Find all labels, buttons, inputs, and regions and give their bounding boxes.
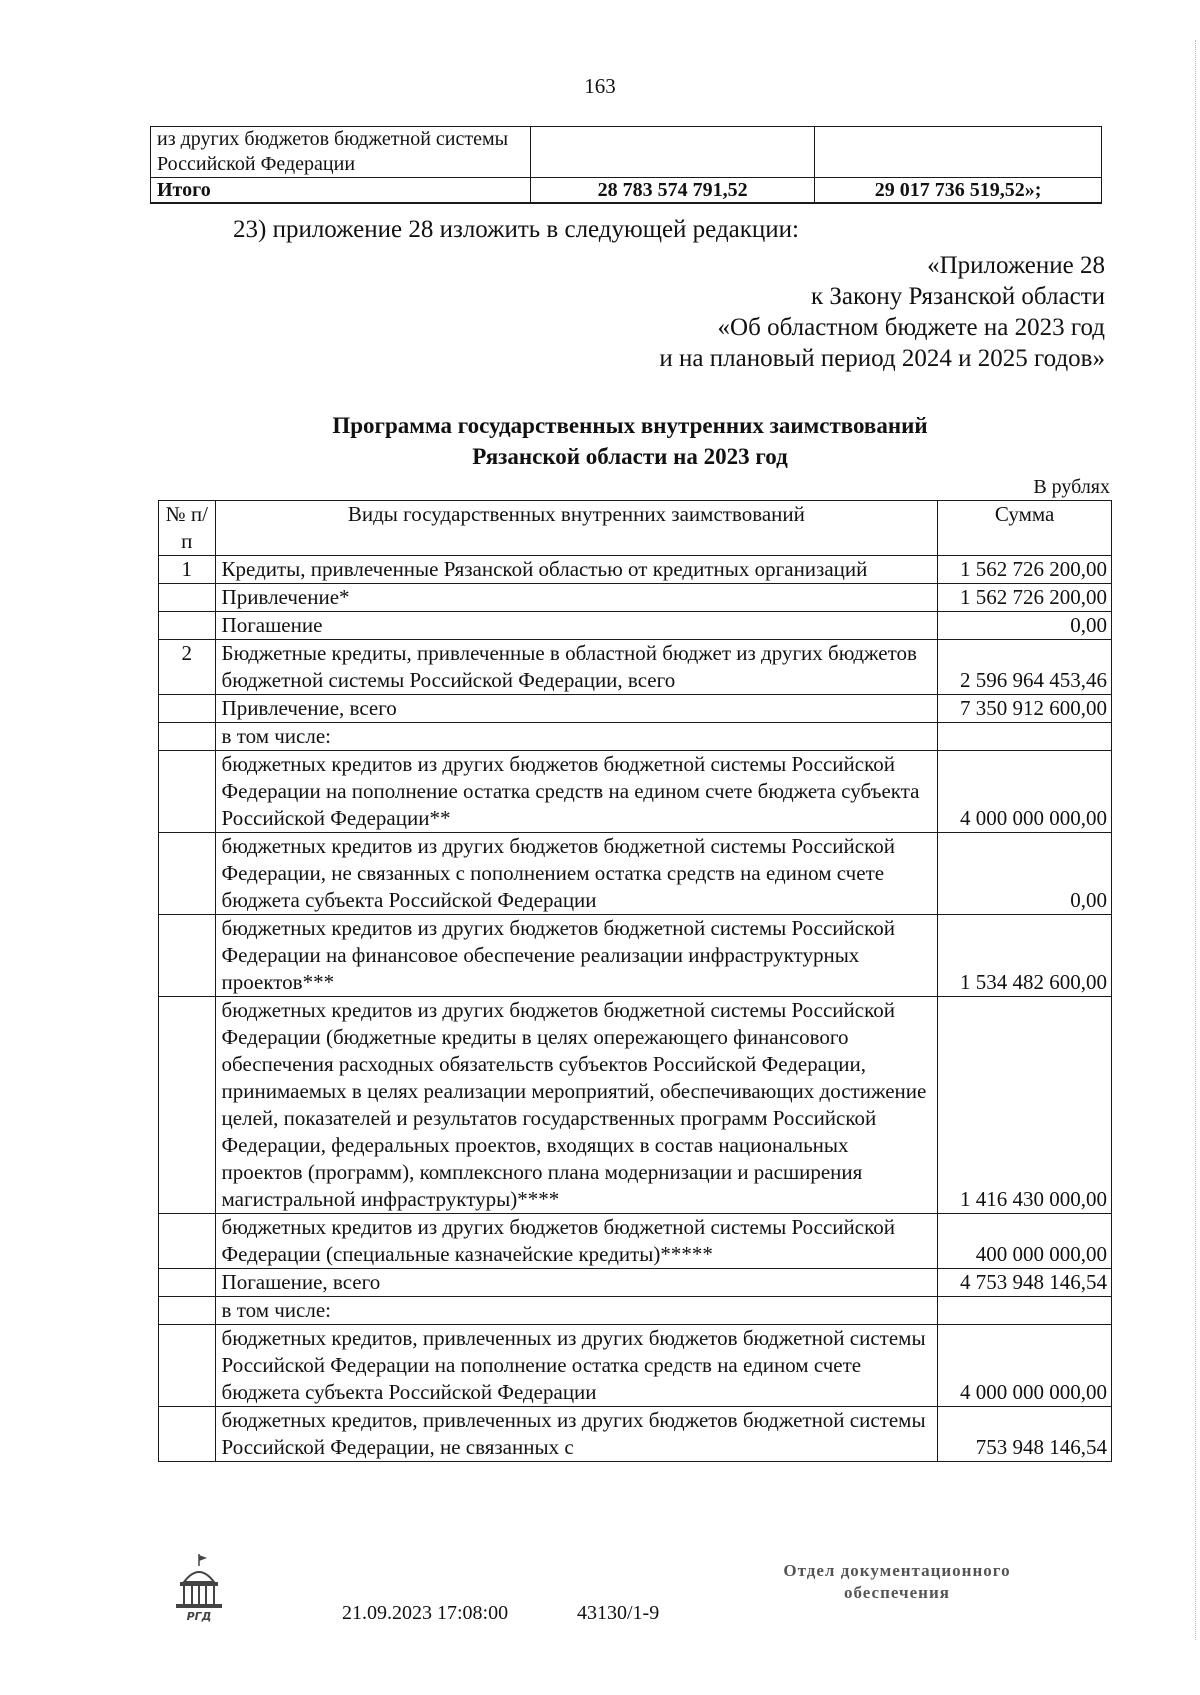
row-desc: в том числе: bbox=[215, 1297, 938, 1325]
row-desc: бюджетных кредитов, привлеченных из других бюджетов бюджетной системы Российской Федерации на пополнение остатка средств на едином счете бюджета субъекта Российской Федерации bbox=[215, 1325, 938, 1407]
logo-text: РГД bbox=[186, 1610, 212, 1623]
footer-datetime: 21.09.2023 17:08:00 bbox=[342, 1602, 509, 1624]
department-stamp bbox=[752, 1560, 1042, 1604]
table-row bbox=[151, 127, 1102, 178]
table-row bbox=[159, 640, 1112, 695]
appendix-line-3: «Об областном бюджете на 2023 год bbox=[717, 314, 1105, 341]
row-amount: 4 000 000 000,00 bbox=[938, 751, 1112, 833]
table-row bbox=[159, 1269, 1112, 1297]
row-amount: 1 416 430 000,00 bbox=[938, 997, 1112, 1214]
duma-building-logo bbox=[170, 1552, 228, 1624]
row-desc: бюджетных кредитов из других бюджетов бюджетной системы Российской Федерации на финансовое обеспечение реализации инфраструктурных проектов*** bbox=[215, 915, 938, 997]
row-amount bbox=[938, 1297, 1112, 1325]
stamp-line-1: Отдел документационного bbox=[783, 1561, 1011, 1580]
row-desc: Погашение bbox=[215, 612, 938, 640]
row-num bbox=[159, 584, 216, 612]
row-amount: 2 596 964 453,46 bbox=[938, 640, 1112, 695]
header-num: № п/п bbox=[159, 501, 216, 556]
row-num bbox=[159, 723, 216, 751]
table-header-row bbox=[159, 501, 1112, 556]
row-amount bbox=[938, 723, 1112, 751]
title-line-1: Программа государственных внутренних заимствований bbox=[332, 413, 928, 438]
row-amount: 0,00 bbox=[938, 612, 1112, 640]
row-num bbox=[159, 1214, 216, 1269]
row-amount: 1 534 482 600,00 bbox=[938, 915, 1112, 997]
row-desc: бюджетных кредитов из других бюджетов бюджетной системы Российской Федерации на пополнение остатка средств на едином счете бюджета субъекта Российской Федерации** bbox=[215, 751, 938, 833]
row-amount: 1 562 726 200,00 bbox=[938, 556, 1112, 584]
total-label: Итого bbox=[151, 178, 531, 204]
continuation-table bbox=[150, 126, 1102, 204]
row-desc: бюджетных кредитов, привлеченных из других бюджетов бюджетной системы Российской Федерации, не связанных с bbox=[215, 1407, 938, 1462]
total-value-2024: 29 017 736 519,52»; bbox=[815, 178, 1102, 204]
row-num bbox=[159, 695, 216, 723]
row-desc: Привлечение, всего bbox=[215, 695, 938, 723]
row-amount: 1 562 726 200,00 bbox=[938, 584, 1112, 612]
continuation-row-text: из других бюджетов бюджетной системы Российской Федерации bbox=[151, 127, 531, 178]
table-row bbox=[159, 1297, 1112, 1325]
row-num bbox=[159, 915, 216, 997]
scan-edge-marks bbox=[1189, 40, 1196, 1640]
row-amount: 7 350 912 600,00 bbox=[938, 695, 1112, 723]
row-num bbox=[159, 1407, 216, 1462]
row-desc: бюджетных кредитов из других бюджетов бюджетной системы Российской Федерации (специальные казначейские кредиты)***** bbox=[215, 1214, 938, 1269]
header-desc: Виды государственных внутренних заимствований bbox=[215, 501, 938, 556]
total-row bbox=[151, 178, 1102, 204]
table-row bbox=[159, 751, 1112, 833]
table-row bbox=[159, 556, 1112, 584]
row-num bbox=[159, 833, 216, 915]
table-row bbox=[159, 915, 1112, 997]
table-row bbox=[159, 1407, 1112, 1462]
units-label: В рублях bbox=[1033, 476, 1110, 498]
row-desc: бюджетных кредитов из других бюджетов бюджетной системы Российской Федерации (бюджетные кредиты в целях опережающего финансового обеспечения расходных обязательств субъектов Российской Федерации, принимаемых в целях реализации мероприятий, обеспечивающих достижение целей, показателей и результатов государственных программ Российской Федерации, федеральных проектов, входящих в состав национальных проектов (программ), комплексного плана модернизации и расширения магистральной инфраструктуры)**** bbox=[215, 997, 938, 1214]
row-num: 1 bbox=[159, 556, 216, 584]
appendix-line-4: и на плановый период 2024 и 2025 годов» bbox=[659, 345, 1105, 372]
row-num bbox=[159, 1325, 216, 1407]
total-value-2023: 28 783 574 791,52 bbox=[531, 178, 815, 204]
row-desc: Кредиты, привлеченные Рязанской областью от кредитных организаций bbox=[215, 556, 938, 584]
row-desc: в том числе: bbox=[215, 723, 938, 751]
row-desc: Бюджетные кредиты, привлеченные в областной бюджет из других бюджетов бюджетной системы Российской Федерации, всего bbox=[215, 640, 938, 695]
row-desc: Привлечение* bbox=[215, 584, 938, 612]
table-row bbox=[159, 1214, 1112, 1269]
amendment-text: 23) приложение 28 изложить в следующей редакции: bbox=[233, 216, 799, 243]
continuation-row-value-2023 bbox=[531, 127, 815, 178]
table-row bbox=[159, 723, 1112, 751]
row-desc: бюджетных кредитов из других бюджетов бюджетной системы Российской Федерации, не связанных с пополнением остатка средств на едином счете бюджета субъекта Российской Федерации bbox=[215, 833, 938, 915]
table-row bbox=[159, 1325, 1112, 1407]
row-num bbox=[159, 612, 216, 640]
table-row bbox=[159, 612, 1112, 640]
stamp-line-2: обеспечения bbox=[844, 1583, 950, 1602]
borrowings-table bbox=[158, 500, 1112, 1462]
row-num bbox=[159, 751, 216, 833]
table-row bbox=[159, 997, 1112, 1214]
row-num: 2 bbox=[159, 640, 216, 695]
row-num bbox=[159, 997, 216, 1214]
continuation-row-value-2024 bbox=[815, 127, 1102, 178]
table-row bbox=[159, 695, 1112, 723]
table-row bbox=[159, 584, 1112, 612]
row-amount: 0,00 bbox=[938, 833, 1112, 915]
row-amount: 400 000 000,00 bbox=[938, 1214, 1112, 1269]
document-title bbox=[0, 410, 1200, 472]
appendix-header bbox=[659, 250, 1105, 374]
row-num bbox=[159, 1269, 216, 1297]
appendix-line-1: «Приложение 28 bbox=[927, 252, 1105, 279]
table-row bbox=[159, 833, 1112, 915]
row-num bbox=[159, 1297, 216, 1325]
header-amount: Сумма bbox=[938, 501, 1112, 556]
row-amount: 4 753 948 146,54 bbox=[938, 1269, 1112, 1297]
row-amount: 4 000 000 000,00 bbox=[938, 1325, 1112, 1407]
row-desc: Погашение, всего bbox=[215, 1269, 938, 1297]
appendix-line-2: к Закону Рязанской области bbox=[811, 283, 1105, 310]
title-line-2: Рязанской области на 2023 год bbox=[472, 444, 788, 469]
footer-doc-code: 43130/1-9 bbox=[577, 1602, 660, 1624]
row-amount: 753 948 146,54 bbox=[938, 1407, 1112, 1462]
page-number: 163 bbox=[584, 74, 616, 98]
